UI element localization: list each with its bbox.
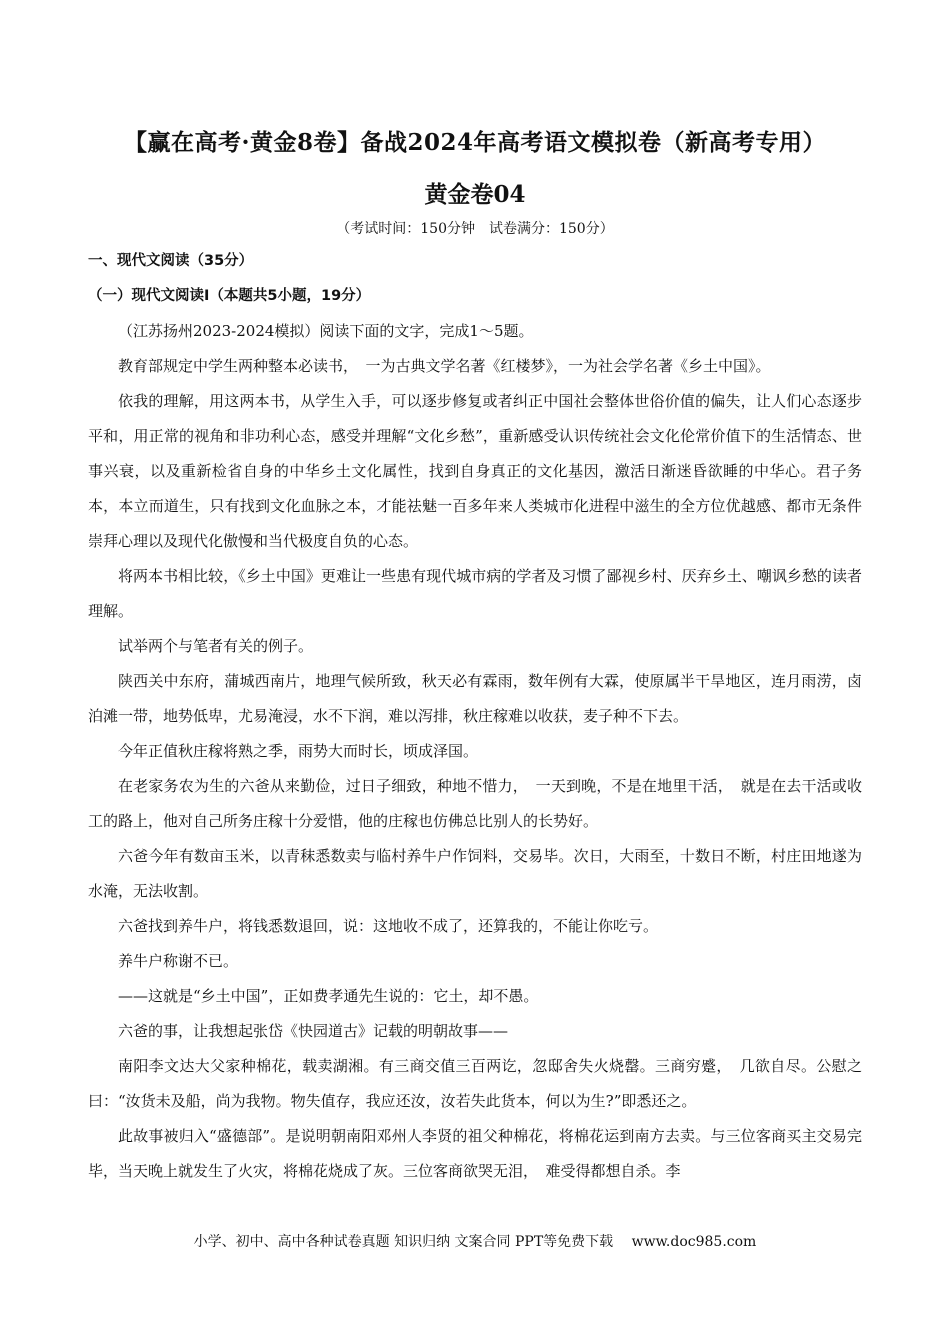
exam-subtitle: 黄金卷04 [424,181,526,208]
paragraph: ——这就是“乡土中国”，正如费孝通先生说的：它土，却不愚。 [118,987,539,1005]
paragraph: 六爸的事，让我想起张岱《快园道古》记载的明朝故事—— [118,1022,509,1040]
exam-info: （考试时间：150分钟 试卷满分：150分） [336,221,614,237]
paragraph: 在老家务农为生的六爸从来勤俭，过日子细致，种地不惜力， 一天到晚，不是在地里干活， 就是在去干活或收工的路上，他对自己所务庄稼十分爱惜，他的庄稼也仿佛总比别人的长势好。 [88,777,862,830]
section-heading-part1: 一、现代文阅读（35分） [88,253,254,269]
paragraph: 依我的理解，用这两本书，从学生入手，可以逐步修复或者纠正中国社会整体世俗价值的偏失，让人们心态逐步平和，用正常的视角和非功利心态，感受并理解“文化乡愁”，重新感受认识传统社会文化伦常价值下的生活情态、世事兴衰，以及重新检省自身的中华乡土文化属性，找到自身真正的文化基因，激活日渐迷昏欲睡的中华心。君子务本，本立而道生，只有找到文化血脉之本，才能祛魅一百多年来人类城市化进程中滋生的全方位优越感、都市无条件崇拜心理以及现代化傲慢和当代极度自负的心态。 [88,392,862,550]
paragraph: 六爸找到养牛户，将钱悉数退回，说：这地收不成了，还算我的，不能让你吃亏。 [118,917,659,935]
paragraph: 试举两个与笔者有关的例子。 [118,637,314,655]
exam-title: 【赢在高考·黄金8卷】备战2024年高考语文模拟卷（新高考专用） [123,129,827,156]
paragraph: 此故事被归入“盛德部”。是说明朝南阳邓州人李贤的祖父种棉花，将棉花运到南方去卖。与三位客商买主交易完毕，当天晚上就发生了火灾，将棉花烧成了灰。三位客商欲哭无泪， 难受得都想自杀。李 [88,1127,862,1180]
document-body [88,244,862,1189]
paragraph: 六爸今年有数亩玉米，以青秣悉数卖与临村养牛户作饲料，交易毕。次日，大雨至，十数日不断，村庄田地遂为水淹，无法收割。 [88,847,862,900]
paragraph: （江苏扬州2023-2024模拟）阅读下面的文字，完成1～5题。 [118,322,534,340]
paragraph: 今年正值秋庄稼将熟之季，雨势大而时长，顷成泽国。 [118,742,479,760]
page-footer: 小学、初中、高中各种试卷真题 知识归纳 文案合同 PPT等免费下载 www.doc985.com [193,1234,757,1250]
paragraph: 养牛户称谢不已。 [118,952,239,970]
paragraph: 将两本书相比较，《乡土中国》更难让一些患有现代城市病的学者及习惯了鄙视乡村、厌弃乡土、嘲讽乡愁的读者理解。 [88,567,862,620]
paragraph: 陕西关中东府，蒲城西南片，地理气候所致，秋天必有霖雨，数年例有大霖，使原属半干旱地区，连月雨涝，卤泊滩一带，地势低卑，尤易淹浸，水不下润，难以泻排，秋庄稼难以收获，麦子种不下去。 [88,672,862,725]
paragraph: 教育部规定中学生两种整本必读书， 一为古典文学名著《红楼梦》，一为社会学名著《乡土中国》。 [118,357,771,375]
section-subheading: （一）现代文阅读Ⅰ（本题共5小题，19分） [88,288,371,304]
paragraph: 南阳李文达大父家种棉花，载卖湖湘。有三商交值三百两讫，忽邸舍失火烧罄。三商穷蹙， 几欲自尽。公慰之曰：“汝货未及船，尚为我物。物失值存，我应还汝，汝若失此货本，何以为生?”即悉还之。 [88,1057,862,1110]
